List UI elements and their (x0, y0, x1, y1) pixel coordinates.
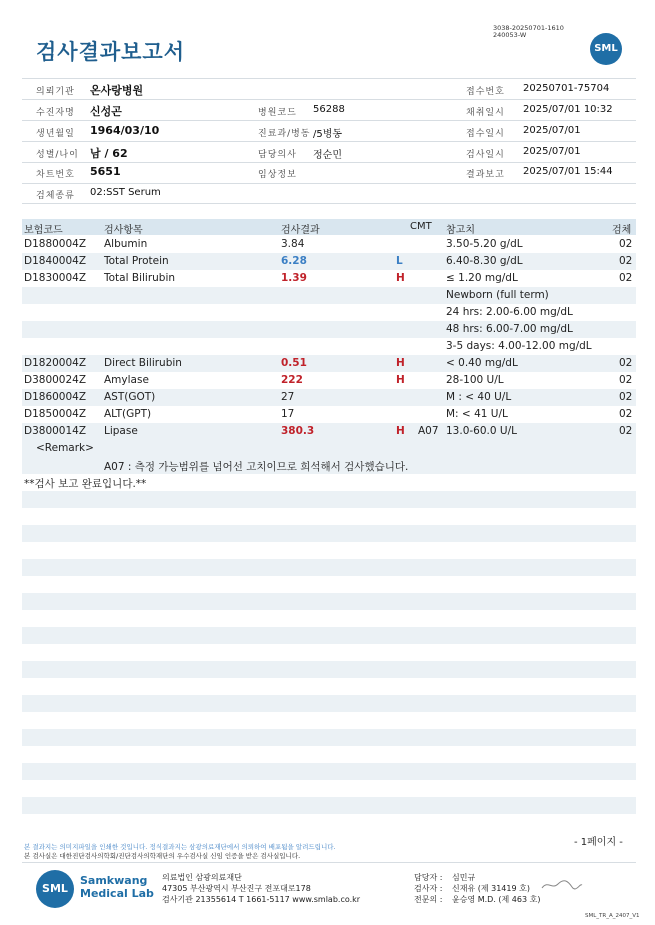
col-header-code: 보험코드 (24, 225, 63, 236)
table-row (22, 321, 636, 338)
lab-name-line1: Samkwang (80, 874, 148, 887)
cell-specimen: 02 (619, 238, 633, 250)
cell-flag: L (396, 255, 403, 267)
footer-address: 47305 부산광역시 부산진구 전포대로178 (162, 884, 311, 893)
report-date-value: 2025/07/01 15:44 (523, 166, 613, 177)
empty-band (22, 627, 636, 644)
table-row (22, 253, 636, 270)
cell-code: D1820004Z (24, 357, 87, 369)
cell-ref: 48 hrs: 6.00-7.00 mg/dL (446, 323, 573, 335)
birth-value: 1964/03/10 (90, 124, 160, 137)
cell-ref: 3.50-5.20 g/dL (446, 238, 523, 250)
staff-label: 담당자 : (414, 873, 443, 882)
receipt-date-value: 2025/07/01 (523, 125, 581, 136)
empty-band (22, 491, 636, 508)
table-row (22, 406, 636, 423)
footer-org: 의료법인 삼광의료재단 (162, 873, 242, 882)
table-row (22, 270, 636, 287)
name-value: 신성곤 (90, 105, 122, 118)
tester-value: 신재유 (제 31419 호) (452, 884, 530, 893)
clinical-label: 임상정보 (258, 170, 297, 180)
sex-age-label: 성별/나이 (36, 150, 79, 160)
cell-flag: H (396, 425, 405, 437)
empty-band (22, 695, 636, 712)
cell-ref: 28-100 U/L (446, 374, 504, 386)
cell-specimen: 02 (619, 374, 633, 386)
end-row (22, 474, 636, 491)
cell-specimen: 02 (619, 255, 633, 267)
report-date-label: 결과보고 (466, 170, 505, 180)
page-number: - 1페이지 - (574, 837, 623, 848)
doctor-label: 담당의사 (258, 150, 297, 160)
empty-band (22, 525, 636, 542)
form-code: SML_TR_A_2407_V1 (585, 913, 640, 919)
cell-ref: 3-5 days: 4.00-12.00 mg/dL (446, 340, 592, 352)
cell-code: D1880004Z (24, 238, 87, 250)
report-title: 검사결과보고서 (36, 40, 186, 64)
cell-ref: < 0.40 mg/dL (446, 357, 518, 369)
cell-code: D3800024Z (24, 374, 87, 386)
cell-item: Amylase (104, 374, 149, 386)
cell-code: D1840004Z (24, 255, 87, 267)
cell-ref: 24 hrs: 2.00-6.00 mg/dL (446, 306, 573, 318)
document-id-line2: 240053-W (493, 31, 527, 39)
col-header-specimen: 검체 (612, 225, 632, 236)
specialist-label: 전문의 : (414, 895, 443, 904)
cell-code: D3800014Z (24, 425, 87, 437)
staff-value: 심민규 (452, 873, 476, 882)
specialist-value: 윤승영 M.D. (제 463 호) (452, 895, 541, 904)
footer-contact: 검사기관 21355614 T 1661-5117 www.smlab.co.kr (162, 895, 361, 904)
col-header-result: 검사결과 (281, 225, 320, 236)
document-id-line1: 3038-20250701-1610 (493, 24, 564, 32)
cell-flag: H (396, 357, 405, 369)
remark-label: <Remark> (36, 442, 94, 454)
test-date-value: 2025/07/01 (523, 146, 581, 157)
table-row (22, 338, 636, 355)
cell-item: Total Protein (104, 255, 169, 267)
cell-ref: M: < 41 U/L (446, 408, 508, 420)
cell-result: 222 (281, 374, 303, 386)
cell-flag: H (396, 374, 405, 386)
dept-label: 진료과/병동 (258, 129, 311, 139)
cell-cmt: A07 (418, 425, 439, 437)
collect-date-value: 2025/07/01 10:32 (523, 104, 613, 115)
remark-label-row (22, 440, 636, 457)
hospital-code-value: 56288 (313, 104, 345, 115)
doctor-value: 정순민 (313, 150, 342, 161)
cell-specimen: 02 (619, 391, 633, 403)
receipt-no-value: 20250701-75704 (523, 83, 610, 94)
cell-item: AST(GOT) (104, 391, 156, 403)
empty-band (22, 797, 636, 814)
cell-ref: 6.40-8.30 g/dL (446, 255, 523, 267)
cell-code: D1830004Z (24, 272, 87, 284)
sml-logo: SML (590, 33, 622, 65)
cell-code: D1850004Z (24, 408, 87, 420)
receipt-no-label: 접수번호 (466, 87, 505, 97)
cell-result: 17 (281, 408, 295, 420)
footer-notice-1: 본 결과지는 의미지파일을 인쇄한 것입니다. 정식결과지는 삼광의료재단에서 의뢰하여 배포됨을 알려드립니다. (24, 843, 336, 851)
specimen-value: 02:SST Serum (90, 187, 161, 198)
cell-item: Albumin (104, 238, 148, 250)
table-row (22, 389, 636, 406)
cell-ref: M : < 40 U/L (446, 391, 512, 403)
cell-result: 0.51 (281, 357, 307, 369)
empty-band (22, 763, 636, 780)
sex-age-value: 남 / 62 (90, 147, 128, 160)
col-header-cmt: CMT (410, 221, 432, 232)
specimen-label: 검체종류 (36, 191, 75, 201)
cell-ref: 13.0-60.0 U/L (446, 425, 517, 437)
institution-value: 온사랑병원 (90, 84, 144, 97)
cell-specimen: 02 (619, 425, 633, 437)
cell-result: 1.39 (281, 272, 307, 284)
chart-no-label: 차트번호 (36, 170, 75, 180)
signature-icon (540, 878, 584, 892)
test-date-label: 검사일시 (466, 150, 505, 160)
cell-item: Direct Bilirubin (104, 357, 182, 369)
table-row (22, 355, 636, 372)
document-id (493, 25, 564, 39)
lab-name-line2: Medical Lab (80, 887, 154, 900)
remark-text: A07 : 측정 가능범위를 넘어선 고치이므로 희석해서 검사했습니다. (104, 461, 409, 473)
footer-lab-name (80, 874, 154, 900)
cell-specimen: 02 (619, 272, 633, 284)
cell-item: Total Bilirubin (104, 272, 176, 284)
table-row (22, 236, 636, 253)
results-table-header (22, 219, 636, 235)
tester-label: 검사자 : (414, 884, 443, 893)
col-header-item: 검사항목 (104, 225, 143, 236)
empty-band (22, 661, 636, 678)
chart-no-value: 5651 (90, 165, 121, 178)
cell-result: 6.28 (281, 255, 307, 267)
cell-result: 3.84 (281, 238, 305, 250)
footer-notice-2: 본 검사실은 대한진단검사의학회/진단검사의학재단의 우수검사실 신임 인증을 받은 검사실입니다. (24, 852, 301, 860)
cell-ref: ≤ 1.20 mg/dL (446, 272, 518, 284)
end-text: **검사 보고 완료입니다.** (24, 478, 147, 490)
table-row (22, 372, 636, 389)
cell-result: 27 (281, 391, 295, 403)
cell-specimen: 02 (619, 408, 633, 420)
cell-item: Lipase (104, 425, 138, 437)
col-header-ref: 참고치 (446, 225, 475, 236)
cell-flag: H (396, 272, 405, 284)
receipt-date-label: 접수일시 (466, 129, 505, 139)
remark-row (22, 457, 636, 474)
cell-code: D1860004Z (24, 391, 87, 403)
cell-result: 380.3 (281, 425, 315, 437)
cell-item: ALT(GPT) (104, 408, 152, 420)
hospital-code-label: 병원코드 (258, 108, 297, 118)
empty-band (22, 593, 636, 610)
name-label: 수진자명 (36, 108, 75, 118)
cell-specimen: 02 (619, 357, 633, 369)
dept-value: /5병동 (313, 129, 343, 140)
table-row (22, 287, 636, 304)
table-row (22, 423, 636, 440)
birth-label: 생년월일 (36, 129, 75, 139)
empty-band (22, 559, 636, 576)
collect-date-label: 채취일시 (466, 108, 505, 118)
cell-ref: Newborn (full term) (446, 289, 549, 301)
table-row (22, 304, 636, 321)
empty-band (22, 729, 636, 746)
institution-label: 의뢰기관 (36, 87, 75, 97)
footer-sml-logo: SML (36, 870, 74, 908)
